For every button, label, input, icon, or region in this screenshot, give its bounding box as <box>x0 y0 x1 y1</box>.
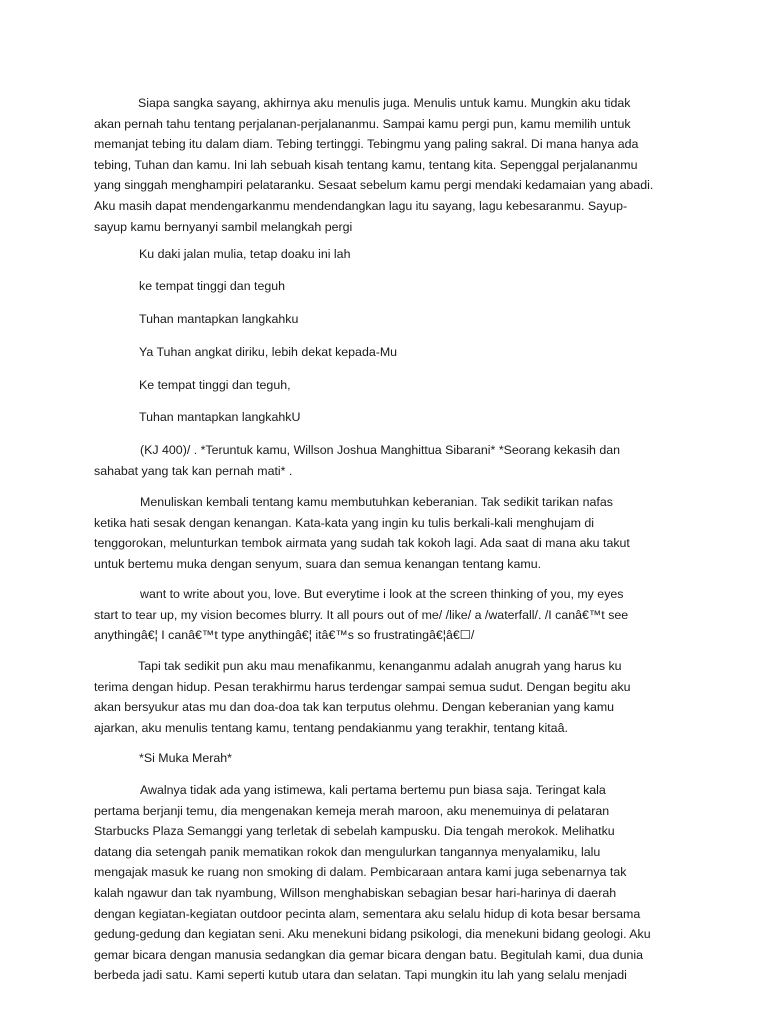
text-line: Menuliskan kembali tentang kamu membutuhkan keberanian. Tak sedikit tarikan nafas <box>140 495 613 509</box>
verse-line: Ke tempat tinggi dan teguh, <box>139 378 291 392</box>
text-line: untuk bertemu muka dengan senyum, suara dan semua kenangan tentang kamu. <box>94 556 542 571</box>
text-line: kalah ngawur dan tak nyambung, Willson menghabiskan sebagian besar hari-harinya di daerah <box>94 885 617 900</box>
paragraph-opening <box>94 93 679 237</box>
text-line: gedung-gedung dan kegiatan seni. Aku menekuni bidang psikologi, dia menekuni bidang geologi. Aku <box>94 927 651 942</box>
text-line: Starbucks Plaza Semanggi yang terletak di sebelah kampusku. Dia tengah merokok. Melihatku <box>94 824 615 839</box>
text-line: (KJ 400)/ . *Teruntuk kamu, Willson Joshua Manghittua Sibarani* *Seorang kekasih dan <box>140 443 621 457</box>
verse-line: Ku daki jalan mulia, tetap doaku ini lah <box>139 247 351 261</box>
text-line: sayup kamu bernyanyi sambil melangkah pergi <box>94 219 353 234</box>
paragraph-courage <box>94 492 679 574</box>
text-line: berbeda jadi satu. Kami seperti kutub utara dan selatan. Tapi mungkin itu lah yang selalu menjadi <box>94 968 627 983</box>
text-line: gemar bicara dengan manusia sedangkan dia gemar bicara dengan batu. Begitulah kami, dua dunia <box>94 947 643 962</box>
text-line: Aku masih dapat mendengarkanmu mendendangkan lagu itu sayang, lagu kebesaranmu. Sayup- <box>94 198 628 213</box>
text-line: Awalnya tidak ada yang istimewa, kali pertama bertemu pun biasa saja. Teringat kala <box>140 783 606 797</box>
text-line: anythingâ€¦ I canâ€™t type anythingâ€¦ itâ€™s so frustratingâ€¦â€☐/ <box>94 628 475 643</box>
text-line: akan bersyukur atas mu dan doa-doa tak kan terputus olehmu. Dengan keberanian yang kamu <box>94 700 615 715</box>
text-line: pertama berjanji temu, dia mengenakan kemeja merah maroon, aku menemuinya di pelataran <box>94 803 610 818</box>
text-line: sahabat yang tak kan pernah mati* . <box>94 463 293 478</box>
paragraph-english <box>94 584 679 646</box>
text-line: ajarkan, aku menulis tentang kamu, tentang pendakianmu yang terakhir, tentang kitaâ. <box>94 720 568 735</box>
verse-line: ke tempat tinggi dan teguh <box>139 279 286 293</box>
dedication <box>94 440 679 481</box>
verse-line: Tuhan mantapkan langkahkU <box>139 410 301 424</box>
text-line: want to write about you, love. But everytime i look at the screen thinking of you, my eyes <box>140 587 624 601</box>
text-line: start to tear up, my vision becomes blurry. It all pours out of me/ /like/ a /waterfall/. /I canâ€™t see <box>94 607 629 622</box>
text-line: Tapi tak sedikit pun aku mau menafikanmu, kenanganmu adalah anugrah yang harus ku <box>138 659 622 673</box>
text-line: terima dengan hidup. Pesan terakhirmu harus terdengar sampai semua sudut. Dengan begitu aku <box>94 679 631 694</box>
text-line: Siapa sangka sayang, akhirnya aku menulis juga. Menulis untuk kamu. Mungkin aku tidak <box>138 96 631 110</box>
paragraph-acceptance <box>94 656 679 738</box>
verse-line: Ya Tuhan angkat diriku, lebih dekat kepada-Mu <box>139 345 398 359</box>
text-line: memanjat tebing itu dalam diam. Tebing tertinggi. Tebingmu yang paling sakral. Di mana hanya ada <box>94 137 639 152</box>
text-line: ketika hati sesak dengan kenangan. Kata-kata yang ingin ku tulis berkali-kali menghujam di <box>94 515 595 530</box>
text-line: datang dia setengah panik mematikan rokok dan mengulurkan tangannya menyalamiku, lalu <box>94 844 601 859</box>
verse-line: Tuhan mantapkan langkahku <box>139 312 299 326</box>
text-line: mengajak masuk ke ruang non smoking di dalam. Pembicaraan antara kami juga sebenarnya tak <box>94 865 627 880</box>
paragraph-first-meeting <box>94 780 679 986</box>
text-line: tenggorokan, melunturkan tembok airmata yang sudah tak kokoh lagi. Ada saat di mana aku takut <box>94 536 630 551</box>
section-heading: *Si Muka Merah* <box>139 751 232 765</box>
text-line: akan pernah tahu tentang perjalanan-perjalananmu. Sampai kamu pergi pun, kamu memilih untuk <box>94 116 631 131</box>
text-line: tebing, Tuhan dan kamu. Ini lah sebuah kisah tentang kamu, tentang kita. Sepenggal perjalananmu <box>94 157 638 172</box>
text-line: dengan kegiatan-kegiatan outdoor pecinta alam, sementara aku selalu hidup di kota besar bersama <box>94 906 641 921</box>
text-line: yang singgah menghampiri pelataranku. Sesaat sebelum kamu pergi mendaki kedamaian yang abadi. <box>94 178 654 193</box>
